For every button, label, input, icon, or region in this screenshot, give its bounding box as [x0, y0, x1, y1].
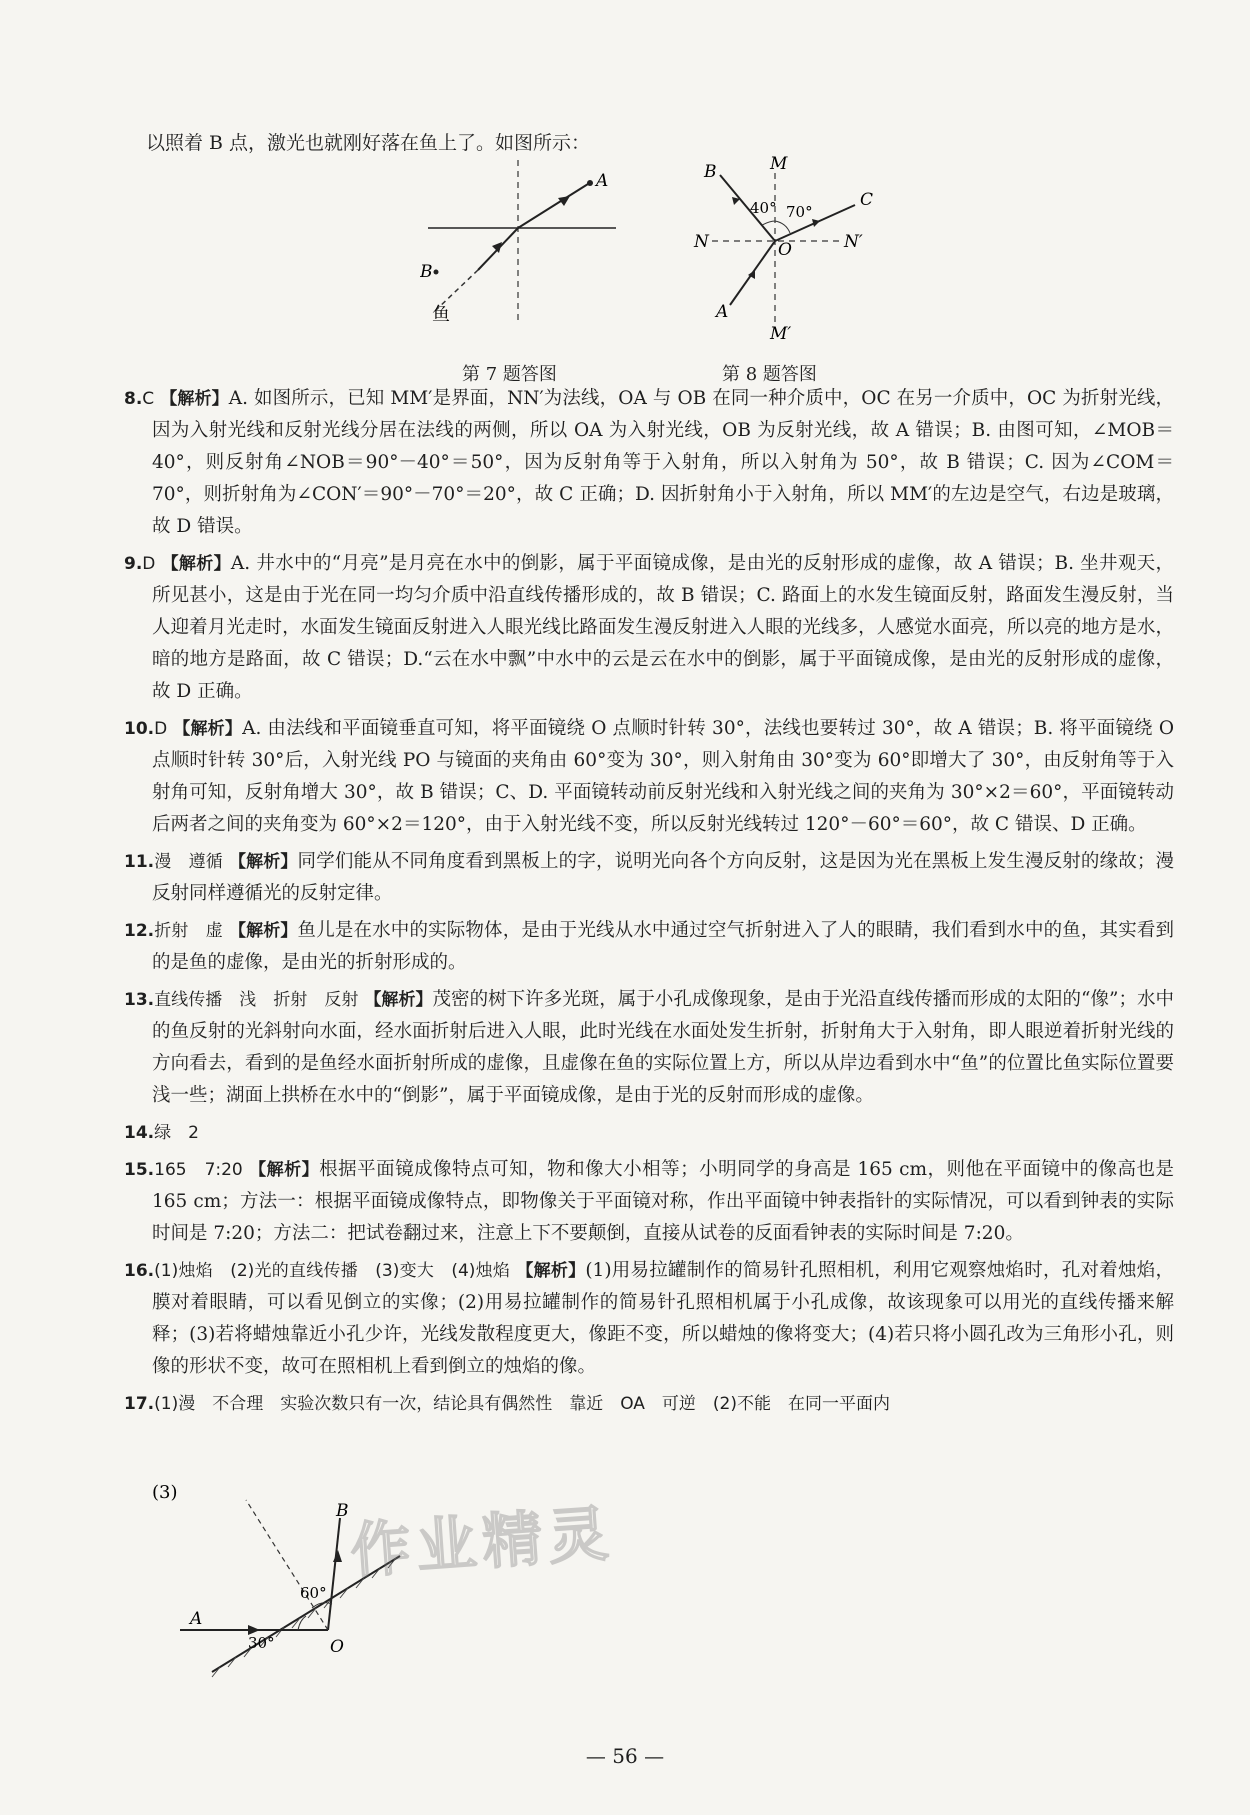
fig17-angle-30: 30°	[248, 1634, 275, 1652]
analysis-text: (1)用易拉罐制作的简易针孔照相机，利用它观察烛焰时，孔对着烛焰，膜对着眼睛，可以看见倒立的实像；(2)用易拉罐制作的简易针孔照相机属于小孔成像，故该现象可以用光的直线传播来解释；(3)若将蜡烛靠近小孔少许，光线发散程度更大，像距不变，所以蜡烛的像将变大；(4)若只将小圆孔改为三角形小孔，则像的形状不变，故可在照相机上看到倒立的烛焰的像。	[152, 1260, 1175, 1377]
item-number: 17.	[124, 1394, 155, 1414]
fig8-label-M2: M′	[770, 324, 792, 344]
normal-dashed	[246, 1500, 328, 1630]
item-number: 8.	[124, 389, 143, 409]
analysis-text: A. 如图所示，已知 MM′是界面，NN′为法线，OA 与 OB 在同一种介质中，OC 在另一介质中，OC 为折射光线，因为入射光线和反射光线分居在法线的两侧，所以 OA 为入射光线，OB 为反射光线，故 A 错误；B. 由图可知，∠MOB＝40°，则反射角∠NOB＝90°－40°＝50°，因为反射角等于入射角，所以入射角为 50°，故 B 错误；C. 因为∠COM＝70°，则折射角为∠CON′＝90°－70°＝20°，故 C 正确；D. 因折射角小于入射角，所以 MM′的左边是空气，右边是玻璃，故 D 错误。	[152, 388, 1174, 537]
item-number: 13.	[124, 990, 155, 1010]
ray-to-A	[518, 184, 588, 228]
item-answer: 漫 遵循	[154, 852, 223, 872]
answer-item-15	[124, 1154, 1174, 1250]
answer-item-8	[124, 383, 1174, 543]
item-number: 16.	[124, 1261, 155, 1281]
fig17-part-label: (3)	[152, 1482, 178, 1503]
analysis-text: 根据平面镜成像特点可知，物和像大小相等；小明同学的身高是 165 cm，则他在平面镜中的像高也是 165 cm；方法一：根据平面镜成像特点，即物像关于平面镜对称，作出平面镜中钟表指针的实际情况，可以看到钟表的实际时间是 7:20；方法二：把试卷翻过来，注意上下不要颠倒，直接从试卷的反面看钟表的实际时间是 7:20。	[152, 1159, 1175, 1244]
figure-7	[420, 160, 650, 340]
item-number: 11.	[124, 852, 155, 872]
figure-8-diagram	[690, 155, 910, 345]
fig8-label-N: N	[694, 232, 709, 252]
analysis-text: 茂密的树下许多光斑，属于小孔成像现象，是由于光沿直线传播而形成的太阳的“像”；水中的鱼反射的光斜射向水面，经水面折射后进入人眼，此时光线在水面处发生折射，折射角大于入射角，即人眼逆着折射光线的方向看去，看到的是鱼经水面折射所成的虚像，且虚像在鱼的实际位置上方，所以从岸边看到水中“鱼”的位置比鱼实际位置要浅一些；湖面上拱桥在水中的“倒影”，属于平面镜成像，是由于光的反射而形成的虚像。	[152, 989, 1175, 1106]
item-number: 12.	[124, 921, 155, 941]
answer-item-9	[124, 548, 1174, 708]
fig8-label-A: A	[716, 302, 729, 322]
reflected-ray-OB	[328, 1518, 340, 1630]
analysis-tag: 【解析】	[173, 719, 243, 739]
answer-item-13	[124, 984, 1174, 1112]
point-B	[434, 270, 439, 275]
item-answer: 165 7:20	[154, 1160, 243, 1180]
figure-7-diagram	[420, 160, 650, 340]
fig8-label-N2: N′	[844, 232, 863, 252]
item-answer: (1)漫 不合理 实验次数只有一次，结论具有偶然性 靠近 OA 可逆 (2)不能 在同一平面内	[154, 1394, 890, 1414]
item-number: 10.	[124, 719, 155, 739]
figure-7-caption: 第 7 题答图	[462, 364, 557, 385]
fig8-label-O: O	[778, 240, 792, 260]
analysis-text: A. 由法线和平面镜垂直可知，将平面镜绕 O 点顺时针转 30°，法线也要转过 30°，故 A 错误；B. 将平面镜绕 O 点顺时针转 30°后，入射光线 PO 与镜面的夹角由 60°变为 30°，则入射角由 30°变为 60°即增大了 30°，由反射角等于入射角可知，反射角增大 30°，故 B 错误；C、D. 平面镜转动前反射光线和入射光线之间的夹角为 30°×2＝60°，平面镜转动后两者之间的夹角变为 60°×2＝120°，由于入射光线不变，所以反射光线转过 120°－60°＝60°，故 C 错误、D 正确。	[152, 718, 1175, 835]
item-number: 14.	[124, 1123, 155, 1143]
arc-70	[775, 221, 790, 233]
point-A	[587, 180, 593, 186]
fig8-angle-40: 40°	[750, 199, 777, 217]
item-answer: 绿 2	[154, 1123, 199, 1143]
fig17-label-B: B	[336, 1501, 349, 1521]
item-answer: C	[142, 389, 155, 409]
fig7-label-B: B	[420, 262, 433, 282]
page-number: — 56 —	[585, 1744, 665, 1768]
fig8-angle-70: 70°	[786, 203, 813, 221]
watermark: 作业精灵	[348, 1498, 617, 1588]
item-number: 9.	[124, 554, 143, 574]
analysis-tag: 【解析】	[228, 852, 298, 872]
arc-60	[312, 1603, 332, 1608]
answer-item-17	[124, 1388, 1174, 1420]
figure-8-caption: 第 8 题答图	[722, 364, 817, 385]
figure-8	[690, 155, 910, 345]
fig17-label-O: O	[330, 1637, 344, 1657]
item-answer: D	[142, 554, 156, 574]
intro-text: 以照着 B 点，激光也就刚好落在鱼上了。如图所示：	[146, 132, 591, 154]
analysis-text: 同学们能从不同角度看到黑板上的字，说明光向各个方向反射，这是因为光在黑板上发生漫反射的缘故；漫反射同样遵循光的反射定律。	[152, 851, 1175, 904]
answer-item-14	[124, 1117, 1174, 1149]
answer-item-11	[124, 846, 1174, 910]
fig17-angle-60: 60°	[300, 1584, 327, 1602]
item-answer: 直线传播 浅 折射 反射	[154, 990, 359, 1010]
analysis-tag: 【解析】	[161, 554, 231, 574]
answer-item-12	[124, 915, 1174, 979]
arrow-OB	[333, 1550, 342, 1562]
item-answer: (1)烛焰 (2)光的直线传播 (3)变大 (4)烛焰	[154, 1261, 511, 1281]
fig8-label-C: C	[860, 190, 874, 210]
answer-item-10	[124, 713, 1174, 841]
item-answer: 折射 虚	[154, 921, 223, 941]
answer-list	[124, 378, 1174, 1420]
analysis-tag: 【解析】	[516, 1261, 586, 1281]
fig7-label-A: A	[596, 171, 609, 191]
fig8-label-M: M	[770, 155, 788, 174]
fig17-label-A: A	[190, 1609, 203, 1629]
analysis-tag: 【解析】	[228, 921, 298, 941]
item-answer: D	[154, 719, 168, 739]
item-number: 15.	[124, 1160, 155, 1180]
analysis-text: A. 井水中的“月亮”是月亮在水中的倒影，属于平面镜成像，是由光的反射形成的虚像，故 A 错误；B. 坐井观天，所见甚小，这是由于光在同一均匀介质中沿直线传播形成的，故 B 错误；C. 路面上的水发生镜面反射，路面发生漫反射，当人迎着月光走时，水面发生镜面反射进入人眼光线比路面发生漫反射进入人眼的光线多，人感觉水面亮，所以亮的地方是水，暗的地方是路面，故 C 错误；D.“云在水中飘”中水中的云是云在水中的倒影，属于平面镜成像，是由光的反射形成的虚像，故 D 正确。	[152, 553, 1174, 702]
fig7-label-fish: 鱼	[432, 304, 450, 325]
analysis-text: 鱼儿是在水中的实际物体，是由于光线从水中通过空气折射进入了人的眼睛，我们看到水中的鱼，其实看到的是鱼的虚像，是由光的折射形成的。	[152, 920, 1175, 973]
analysis-tag: 【解析】	[160, 389, 229, 409]
analysis-tag: 【解析】	[364, 990, 433, 1010]
arc-40	[762, 221, 775, 225]
fig8-label-B: B	[704, 162, 717, 182]
analysis-tag: 【解析】	[249, 1160, 320, 1180]
answer-item-16	[124, 1255, 1174, 1383]
